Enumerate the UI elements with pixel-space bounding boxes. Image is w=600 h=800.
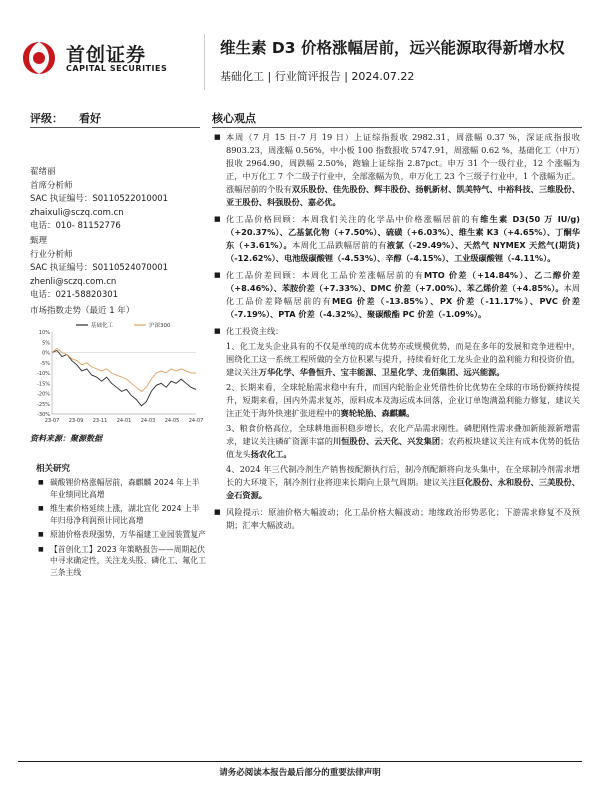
chart-title: 市场指数走势（最近 1 年） [30,306,135,316]
analyst-email: zhaixuli@sczq.com.cn [30,207,124,218]
series-line-1 [52,348,196,391]
x-tick-label: 24-05 [164,418,180,424]
logo-company-en: CAPITAL SECURITIES [66,64,168,73]
logo-mark-icon [18,38,60,78]
related-research-list [38,477,206,581]
analyst-phone: 电话：021-58820301 [30,290,119,300]
report-subtitle: 基础化工 | 行业简评报告 | 2024.07.22 [220,70,415,83]
rating [30,110,101,126]
legend-label: 基础化工 [91,323,114,329]
investment-themes-paragraph [214,325,580,502]
investment-themes-title: ■ 化工投资主线： [226,326,284,336]
y-tick-label: -10% [37,371,50,377]
analyst-email: zhenli@sczq.com.cn [30,276,117,287]
price-review-paragraph: ■ 化工品价格回顾：本周我们关注的化学品中价格涨幅居前的有维生素 D3(50 万 IU/g)（+20.37%）、乙基氯化物（+7.50%）、硫磺（+6.03%）、维生素 K3（+4.65%）、丁酮华东（+3.61%）。本周化工品跌幅居前的有液氯（-29.49%）、天然气 NYMEX 天然气(期货)（-12.62%）、电池级碳酸锂（-4.53%）、辛醇（-4.15%）、工业级碳酸锂（-4.11%）。 [214,213,580,265]
right-rule [212,127,582,128]
company-logo [18,38,193,78]
x-tick-label: 23-09 [68,418,84,424]
theme-1: 1、化工龙头企业具有的不仅是单纯的成本优势亦或规模优势，而是在多年的发展和竞争进程中，围绕化工这一系统工程所做的全方位积累与提升，持续看好化工龙头企业的盈利能力和投资价值，建议关注万华化学、华鲁恒升、宝丰能源、卫星化学、龙佰集团、远兴能源。 [226,341,580,377]
header-divider [204,34,205,90]
theme-3: 3、粮食价格高位，全球耕地面积稳步增长，农化产品需求刚性。磷肥刚性需求叠加新能源新增需求，建议关注磷矿资源丰富的川恒股份、云天化、兴发集团；农药板块建议关注有成本优势的低估值龙头扬农化工。 [226,423,580,459]
core-views-body [214,131,580,536]
y-tick-label: -20% [37,391,50,398]
footer-rule [18,761,582,762]
theme-2: 2、长期来看，全球轮胎需求稳中有升，而国内轮胎企业凭借性价比优势在全球的市场份额持续提升，短期来看，国内外需求复苏，原料成本及海运成本回落，企业订单饱满盈利能力修复，建议关注正处于海外快速扩张进程中的赛轮轮胎、森麒麟。 [226,382,580,418]
y-tick-label: 0% [42,350,50,357]
analyst-cert: SAC 执证编号：S0110522010001 [30,194,169,204]
market-index-chart [30,318,204,430]
report-title: 维生素 D3 价格涨幅居前，远兴能源取得新增水权 [220,39,565,57]
analyst-1 [30,166,168,234]
analyst-name: 甄理 [30,236,48,246]
x-tick-label: 23-07 [44,418,60,424]
analyst-role: 首席分析师 [30,180,73,191]
x-tick-label: 24-01 [116,418,132,424]
y-tick-label: -15% [37,381,50,388]
spread-review-paragraph: ■ 化工品价差回顾：本周化工品价差涨幅居前的有MTO 价差（+14.84%）、乙二醇价差（+8.46%）、苯胺价差（+7.33%）、DMC 价差（+7.00%）、苯乙烯价差（+4.85%）。本周化工品价差降幅居前的有MEG 价差（-13.85%）、PX 价差（-11.17%）、PVC 价差（-7.19%）、PTA 价差（-4.32%）、聚碳酸酯 PC 价差（-1.09%）。 [214,269,580,321]
rating-value: 看好 [79,112,101,125]
chart-svg [30,318,204,430]
y-tick-label: 10% [38,330,50,336]
risk-warning-paragraph: ■ 风险提示：原油价格大幅波动；化工品价格大幅波动；地缘政治形势恶化；下游需求修复不及预期；汇率大幅波动。 [214,506,580,532]
rating-label: 评级： [30,112,63,125]
analyst-phone: 电话：010- 81152776 [30,221,121,231]
legend-label: 沪深300 [149,323,171,329]
analyst-role: 行业分析师 [30,249,73,260]
y-tick-label: -30% [37,412,50,418]
analyst-name: 翟绪丽 [30,167,56,177]
market-review-paragraph: ■ 本周（7 月 15 日-7 月 19 日）上证综指报收 2982.31，周涨幅 0.37 %，深证成指报收 8903.23，周涨幅 0.56%，中小板 100 指数报收 5747.91，周涨幅 0.62 %，基础化工（中万）报收 2964.90，周跌幅 2.50%，跑输上证综指 2.87pct。申万 31 个一级行业，12 个涨幅为正，中万化工 7 个二级子行业中，全部涨幅为负，申万化工 23 个三级子行业中，1 个涨幅为正。涨幅居前的个股有双乐股份、佳先股份、辉丰股份、扬帆新材、凯美特气、中裕科技、三维股份、亚王股份、科强股份、嘉必优。 [214,131,580,209]
analyst-cert: SAC 执证编号：S0110524070001 [30,263,169,273]
related-item[interactable]: ■ 碳酸锂价格涨幅居前，森麒麟 2024 年上半年业绩同比高增 [38,477,206,500]
chart-source: 资料来源：聚源数据 [30,434,102,443]
related-item[interactable]: ■ 【首创化工】2023 年策略报告——周期起伏中寻求确定性，关注龙头股、磷化工、氟化工三条主线 [38,544,206,579]
core-views-title: 核心观点 [212,112,256,125]
x-tick-label: 24-03 [140,418,156,424]
x-tick-label: 24-07 [188,418,204,424]
legal-disclaimer-footer: 请务必阅读本报告最后部分的重要法律声明 [219,768,381,778]
theme-4: 4、2024 年三代制冷剂生产销售按配额执行后，制冷剂配额将向龙头集中，在全球制冷剂需求增长的大环境下，制冷剂行业将迎来长期向上景气周期。建议关注巨化股份、永和股份、三美股份、金石资源。 [226,464,580,500]
y-tick-label: -5% [40,360,50,367]
related-research-title: 相关研究 [36,464,71,474]
left-rule [30,127,200,128]
y-tick-label: 5% [42,340,50,347]
logo-company-cn: 首创证券 [66,44,147,66]
related-item[interactable]: ■ 维生素价格延续上涨，湖北宜化 2024 上半年归母净利润预计同比高增 [38,503,206,526]
related-item[interactable]: ■ 原油价格表现强势，万华福建工业园装置复产 [38,529,206,541]
x-tick-label: 23-11 [92,418,108,424]
analyst-2 [30,235,168,303]
y-tick-label: -25% [37,401,50,408]
